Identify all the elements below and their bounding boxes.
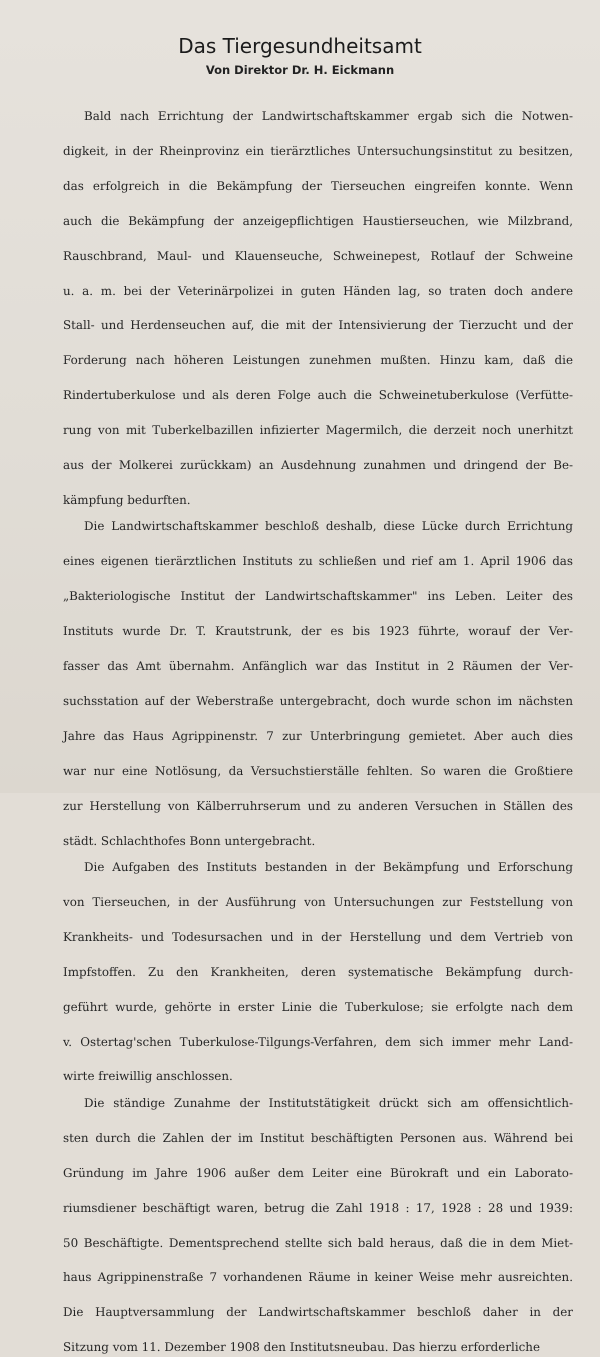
text-line: rung von mit Tuberkelbazillen infizierter Magermilch, die derzeit noch unerhitzt	[63, 423, 573, 438]
text-line: Die ständige Zunahme der Institutstätigkeit drückt sich am offensichtlich-	[84, 1095, 573, 1110]
text-line: Sitzung vom 11. Dezember 1908 den Institutsneubau. Das hierzu erforderliche	[63, 1340, 540, 1355]
text-line: Rauschbrand, Maul- und Klauenseuche, Schweinepest, Rotlauf der Schweine	[63, 248, 573, 263]
text-line: Gründung im Jahre 1906 außer dem Leiter eine Bürokraft und ein Laborato-	[63, 1165, 573, 1180]
text-line: städt. Schlachthofes Bonn untergebracht.	[63, 833, 316, 848]
body-paragraph	[63, 1095, 573, 1357]
article-body	[63, 108, 573, 1357]
text-line: Bald nach Errichtung der Landwirtschaftskammer ergab sich die Notwen-	[84, 109, 573, 123]
text-line: zur Herstellung von Kälberruhrserum und zu anderen Versuchen in Ställen des	[63, 798, 573, 813]
text-line: Krankheits- und Todesursachen und in der Herstellung und dem Vertrieb von	[63, 929, 573, 944]
text-line: Impfstoffen. Zu den Krankheiten, deren systematische Bekämpfung durch-	[63, 964, 573, 979]
text-line: kämpfung bedurften.	[63, 492, 191, 507]
author-byline: Von Direktor Dr. H. Eickmann	[205, 63, 395, 77]
text-line: Die Landwirtschaftskammer beschloß deshalb, diese Lücke durch Errichtung	[84, 519, 573, 534]
text-line: fasser das Amt übernahm. Anfänglich war das Institut in 2 Räumen der Ver-	[63, 659, 573, 674]
text-line: von Tierseuchen, in der Ausführung von Untersuchungen zur Feststellung von	[63, 894, 573, 909]
text-line: „Bakteriologische Institut der Landwirtschaftskammer" ins Leben. Leiter des	[63, 589, 573, 604]
text-line: Die Aufgaben des Instituts bestanden in der Bekämpfung und Erforschung	[84, 860, 573, 875]
text-line: Forderung nach höheren Leistungen zunehmen mußten. Hinzu kam, daß die	[63, 353, 573, 368]
body-paragraph	[63, 108, 573, 509]
text-line: Instituts wurde Dr. T. Krautstrunk, der es bis 1923 führte, worauf der Ver-	[63, 624, 573, 639]
text-line: Die Hauptversammlung der Landwirtschaftskammer beschloß daher in der	[63, 1305, 573, 1320]
text-line: wirte freiwillig anschlossen.	[63, 1069, 233, 1084]
body-paragraph	[63, 859, 573, 1086]
text-line: haus Agrippinenstraße 7 vorhandenen Räume in keiner Weise mehr ausreichten.	[63, 1270, 573, 1285]
text-line: u. a. m. bei der Veterinärpolizei in guten Händen lag, so traten doch andere	[63, 283, 573, 298]
text-line: 50 Beschäftigte. Dementsprechend stellte sich bald heraus, daß die in dem Miet-	[63, 1235, 573, 1250]
text-line: sten durch die Zahlen der im Institut beschäftigten Personen aus. Während bei	[63, 1130, 573, 1145]
text-line: aus der Molkerei zurückkam) an Ausdehnung zunahmen und dringend der Be-	[63, 458, 573, 473]
body-paragraph	[63, 518, 573, 850]
text-line: Jahre das Haus Agrippinenstr. 7 zur Unterbringung gemietet. Aber auch dies	[63, 728, 573, 743]
text-line: digkeit, in der Rheinprovinz ein tierärztliches Untersuchungsinstitut zu besitzen,	[63, 143, 573, 158]
text-line: v. Ostertag'schen Tuberkulose-Tilgungs-Verfahren, dem sich immer mehr Land-	[63, 1034, 573, 1049]
text-line: Stall- und Herdenseuchen auf, die mit der Intensivierung der Tierzucht und der	[63, 318, 573, 333]
text-line: geführt wurde, gehörte in erster Linie die Tuberkulose; sie erfolgte nach dem	[63, 999, 573, 1014]
text-line: war nur eine Notlösung, da Versuchstierställe fehlten. So waren die Großtiere	[63, 763, 573, 778]
text-line: suchsstation auf der Weberstraße untergebracht, doch wurde schon im nächsten	[63, 693, 573, 708]
text-line: eines eigenen tierärztlichen Instituts zu schließen und rief am 1. April 1906 das	[63, 554, 573, 569]
text-line: auch die Bekämpfung der anzeigepflichtigen Haustierseuchen, wie Milzbrand,	[63, 213, 573, 228]
text-line: das erfolgreich in die Bekämpfung der Tierseuchen eingreifen konnte. Wenn	[63, 178, 573, 193]
text-line: Rindertuberkulose und als deren Folge auch die Schweinetuberkulose (Verfütte-	[63, 388, 573, 403]
text-line: riumsdiener beschäftigt waren, betrug die Zahl 1918 : 17, 1928 : 28 und 1939:	[63, 1200, 573, 1215]
page-title: Das Tiergesundheitsamt	[178, 34, 422, 58]
